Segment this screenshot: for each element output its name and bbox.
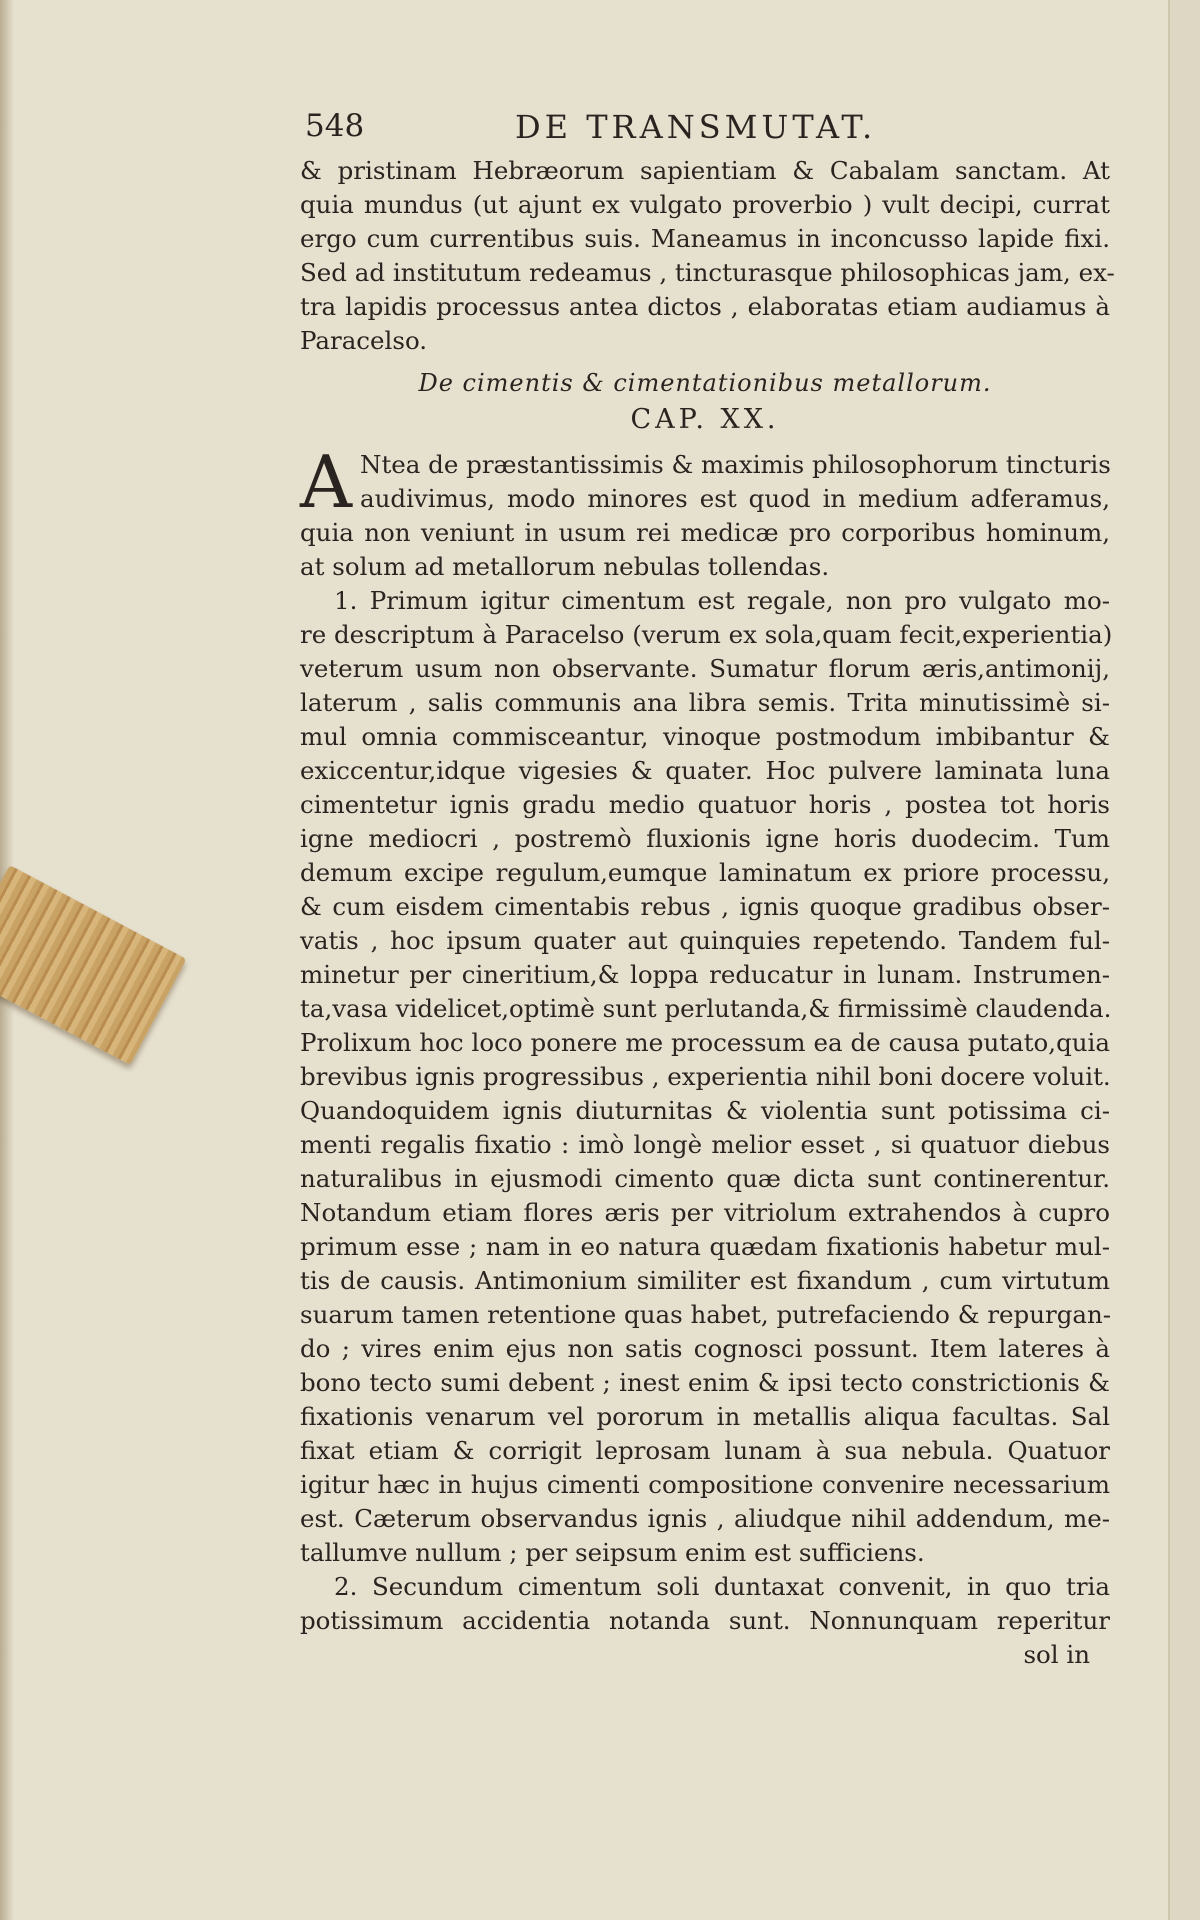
text-line: Prolixum hoc loco ponere me processum ea de causa putato,quia (300, 1028, 1110, 1057)
text-line: potissimum accidentia notanda sunt. Nonnunquam reperitur (300, 1606, 1110, 1635)
text-line: bono tecto sumi debent ; inest enim & ipsi tecto constrictionis & (300, 1368, 1110, 1397)
text-line: brevibus ignis progressibus , experientia nihil boni docere voluit. (300, 1062, 1111, 1091)
text-line: Ntea de præstantissimis & maximis philosophorum tincturis (360, 450, 1111, 479)
text-line: tallumve nullum ; per seipsum enim est sufficiens. (300, 1538, 925, 1567)
text-line: quia mundus (ut ajunt ex vulgato proverbio ) vult decipi, currat (300, 190, 1110, 219)
chapter-label: CAP. XX. (630, 404, 780, 435)
text-line: at solum ad metallorum nebulas tollendas. (300, 552, 830, 581)
text-line: naturalibus in ejusmodi cimento quæ dicta sunt continerentur. (300, 1164, 1110, 1193)
text-line: tra lapidis processus antea dictos , elaboratas etiam audiamus à (300, 292, 1110, 321)
text-line: vatis , hoc ipsum quater aut quinquies repetendo. Tandem ful- (300, 926, 1110, 955)
page-number: 548 (305, 108, 365, 144)
wooden-bookmark (0, 865, 186, 1065)
text-line: laterum , salis communis ana libra semis. Trita minutissimè si- (300, 688, 1110, 717)
first-paragraph (300, 440, 1111, 584)
text-line: igitur hæc in hujus cimenti compositione convenire necessarium (300, 1470, 1110, 1499)
text-line: est. Cæterum observandus ignis , aliudque nihil addendum, me- (300, 1504, 1110, 1533)
text-line: minetur per cineritium,& loppa reducatur in lunam. Instrumen- (300, 960, 1110, 989)
text-line: primum esse ; nam in eo natura quædam fixationis habetur mul- (300, 1232, 1110, 1261)
text-line: 1. Primum igitur cimentum est regale, non pro vulgato mo- (334, 586, 1110, 615)
text-line: exiccentur,idque vigesies & quater. Hoc pulvere laminata luna (300, 756, 1110, 785)
text-line: veterum usum non observante. Sumatur florum æris,antimonij, (300, 654, 1110, 683)
catchword: sol in (1023, 1640, 1090, 1669)
running-title: DE TRANSMUTAT. (515, 108, 877, 146)
text-line: Quandoquidem ignis diuturnitas & violentia sunt potissima ci- (300, 1096, 1110, 1125)
text-line: mul omnia commisceantur, vinoque postmodum imbibantur & (300, 722, 1110, 751)
numbered-paragraph-1 (300, 584, 1113, 1570)
text-block (300, 108, 1115, 1672)
text-line: tis de causis. Antimonium similiter est fixandum , cum virtutum (300, 1266, 1110, 1295)
text-line: demum excipe regulum,eumque laminatum ex priore processu, (300, 858, 1110, 887)
numbered-paragraph-2 (300, 1570, 1110, 1672)
text-line: & cum eisdem cimentabis rebus , ignis quoque gradibus obser- (300, 892, 1110, 921)
text-line: fixationis venarum vel pororum in metallis aliqua facultas. Sal (300, 1402, 1110, 1431)
text-line: audivimus, modo minores est quod in medium adferamus, (360, 484, 1110, 513)
text-line: Notandum etiam flores æris per vitriolum extrahendos à cupro (300, 1198, 1110, 1227)
text-line: suarum tamen retentione quas habet, putrefaciendo & repurgan- (300, 1300, 1112, 1329)
text-line: & pristinam Hebræorum sapientiam & Cabalam sanctam. At (300, 156, 1110, 185)
text-line: fixat etiam & corrigit leprosam lunam à sua nebula. Quatuor (300, 1436, 1110, 1465)
section-heading: De cimentis & cimentationibus metallorum. (418, 369, 992, 397)
text-line: menti regalis fixatio : imò longè melior esset , si quatuor diebus (300, 1130, 1110, 1159)
text-line: ta,vasa videlicet,optimè sunt perlutanda,& firmissimè claudenda. (300, 994, 1112, 1023)
text-line: cimentetur ignis gradu medio quatuor horis , postea tot horis (300, 790, 1110, 819)
intro-paragraph (300, 154, 1115, 358)
text-line: igne mediocri , postremò fluxionis igne horis duodecim. Tum (300, 824, 1110, 853)
text-line: do ; vires enim ejus non satis cognosci possunt. Item lateres à (300, 1334, 1110, 1363)
text-line: 2. Secundum cimentum soli duntaxat convenit, in quo tria (334, 1572, 1110, 1601)
facing-page-edge (1168, 0, 1200, 1920)
text-line: Sed ad institutum redeamus , tincturasque philosophicas jam, ex- (300, 258, 1115, 287)
text-line: re descriptum à Paracelso (verum ex sola,quam fecit,experientia) (300, 620, 1113, 649)
text-line: quia non veniunt in usum rei medicæ pro corporibus hominum, (300, 518, 1110, 547)
text-line: ergo cum currentibus suis. Maneamus in inconcusso lapide fixi. (300, 224, 1110, 253)
text-line: Paracelso. (300, 326, 428, 355)
page-header (300, 108, 1110, 154)
drop-cap: A (300, 440, 352, 524)
